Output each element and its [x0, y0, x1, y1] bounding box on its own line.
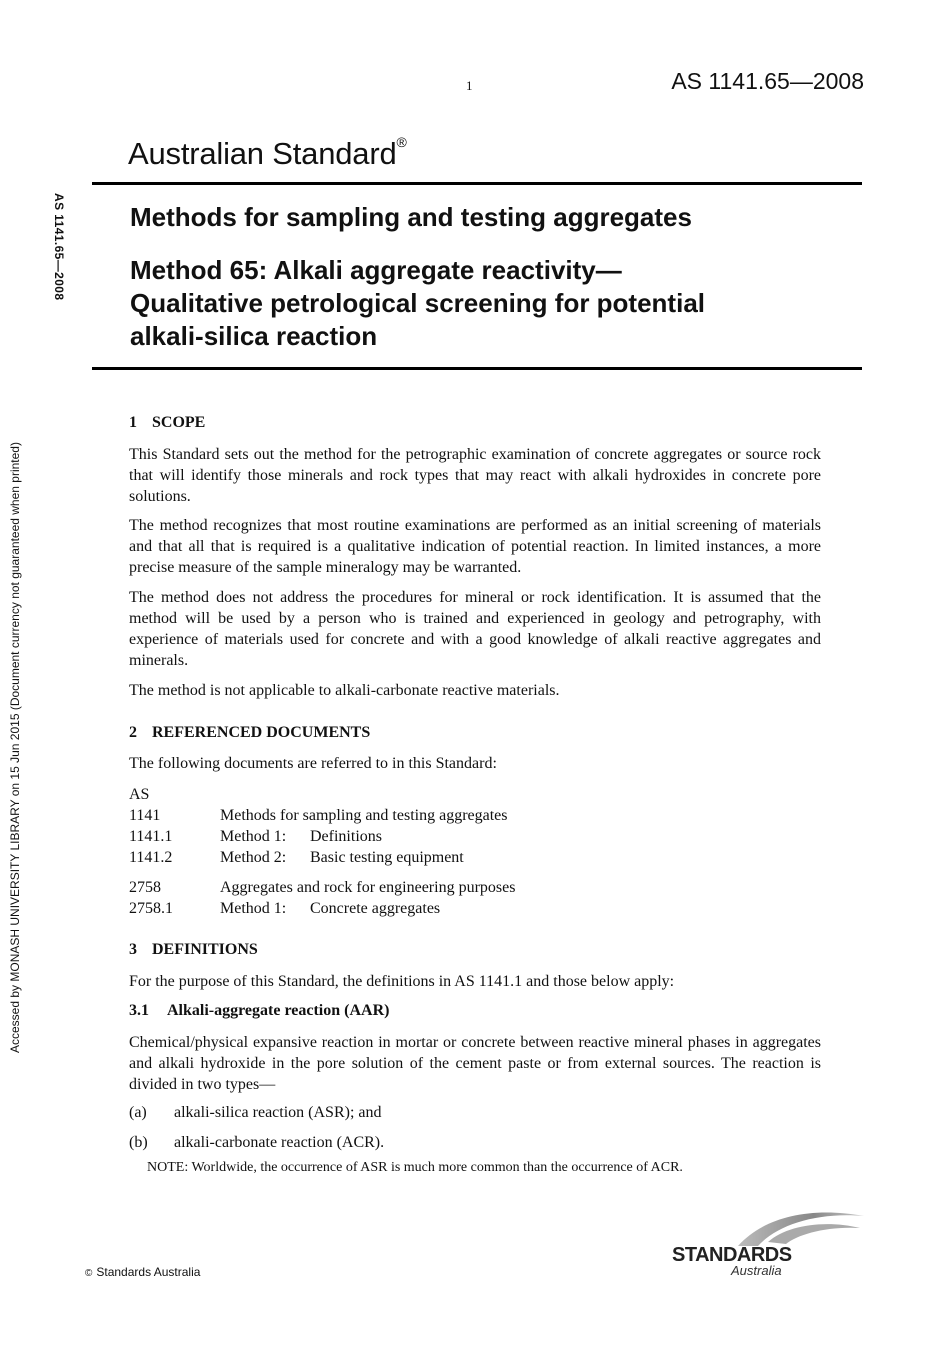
list-text: alkali-silica reaction (ASR); and: [174, 1104, 382, 1121]
method-title-line: Method 65: Alkali aggregate reactivity—: [130, 255, 622, 285]
standard-title-text: Australian Standard: [128, 136, 397, 171]
reference-item: [129, 826, 382, 847]
definitions-intro: For the purpose of this Standard, the definitions in AS 1141.1 and those below apply:: [129, 973, 675, 990]
list-marker: (a): [129, 1104, 147, 1121]
scope-paragraph: This Standard sets out the method for the petrographic examination of concrete aggregates or source rock that will identify those minerals and rock types that may react with alkali hydroxides in concrete pore solutions.: [129, 446, 821, 505]
reference-item: [129, 898, 440, 919]
references-intro: The following documents are referred to in this Standard:: [129, 755, 497, 772]
method-title-line: alkali-silica reaction: [130, 321, 378, 351]
top-rule: [92, 182, 862, 185]
section-number: 1: [129, 414, 137, 431]
subsection-title: Alkali-aggregate reaction (AAR): [167, 1002, 390, 1019]
reference-item: [129, 805, 508, 826]
scope-paragraph: The method does not address the procedures for mineral or rock identification. It is assumed that the method will be used by a person who is trained and experienced in geology and petrography, with experience of materials used for concrete and with a good knowledge of alkali reactive aggregates and minerals.: [129, 589, 821, 669]
list-item: [129, 1134, 384, 1152]
reference-code: 2758.1: [129, 900, 173, 917]
list-text: alkali-carbonate reaction (ACR).: [174, 1134, 385, 1151]
section-title: SCOPE: [152, 414, 206, 431]
side-document-code: AS 1141.65—2008: [52, 193, 66, 301]
method-title: [130, 254, 850, 353]
scope-paragraph: The method recognizes that most routine examinations are performed as an initial screening of materials and that all that is required is a qualitative indication of potential reaction. In limited instances, a more precise measure of the sample mineralogy may be warranted.: [129, 517, 821, 576]
reference-item: [129, 847, 464, 868]
standard-title: [128, 133, 407, 172]
copyright: [85, 1265, 200, 1279]
list-marker: (b): [129, 1134, 148, 1151]
reference-title: Concrete aggregates: [310, 900, 441, 917]
references-prefix: AS: [129, 786, 150, 803]
subsection-heading: [129, 1002, 389, 1020]
reference-method: Method 2:: [220, 849, 287, 866]
section-heading-definitions: [129, 941, 258, 959]
list-item: [129, 1104, 381, 1122]
section-heading-scope: [129, 414, 205, 432]
reference-code: 1141.2: [129, 849, 173, 866]
main-title: Methods for sampling and testing aggregates: [130, 202, 692, 232]
definition-note: NOTE: Worldwide, the occurrence of ASR is much more common than the occurrence of ACR.: [147, 1160, 683, 1175]
scope-paragraph: The method is not applicable to alkali-carbonate reactive materials.: [129, 682, 560, 699]
document-code: AS 1141.65—2008: [671, 68, 864, 94]
reference-title: Methods for sampling and testing aggregates: [220, 807, 508, 824]
registered-mark: ®: [396, 133, 407, 150]
page-number: 1: [466, 78, 473, 93]
reference-title: Definitions: [310, 828, 382, 845]
bottom-rule: [92, 367, 862, 370]
logo-wordmark: STANDARDS: [672, 1244, 792, 1266]
reference-title: Aggregates and rock for engineering purposes: [220, 879, 516, 896]
section-title: REFERENCED DOCUMENTS: [152, 724, 371, 741]
section-number: 2: [129, 724, 137, 741]
access-notice: Accessed by MONASH UNIVERSITY LIBRARY on 15 Jun 2015 (Document currency not guaranteed when printed): [8, 442, 22, 1054]
copyright-text: Standards Australia: [96, 1265, 201, 1279]
reference-method: Method 1:: [220, 828, 287, 845]
reference-title: Basic testing equipment: [310, 849, 464, 866]
reference-item: [129, 877, 515, 898]
reference-method: Method 1:: [220, 900, 287, 917]
reference-code: 2758: [129, 879, 161, 896]
section-heading-references: [129, 724, 370, 742]
section-number: 3: [129, 941, 137, 958]
subsection-number: 3.1: [129, 1002, 149, 1019]
reference-code: 1141.1: [129, 828, 173, 845]
reference-code: 1141: [129, 807, 161, 824]
copyright-symbol: ©: [85, 1268, 93, 1279]
section-title: DEFINITIONS: [152, 941, 258, 958]
method-title-line: Qualitative petrological screening for potential: [130, 288, 705, 318]
logo-subtitle: Australia: [731, 1263, 782, 1278]
definition-paragraph: Chemical/physical expansive reaction in mortar or concrete between reactive mineral phases in aggregates and alkali hydroxide in the pore solution of the cement paste or from external sources. The reaction is divided in two types—: [129, 1034, 821, 1093]
